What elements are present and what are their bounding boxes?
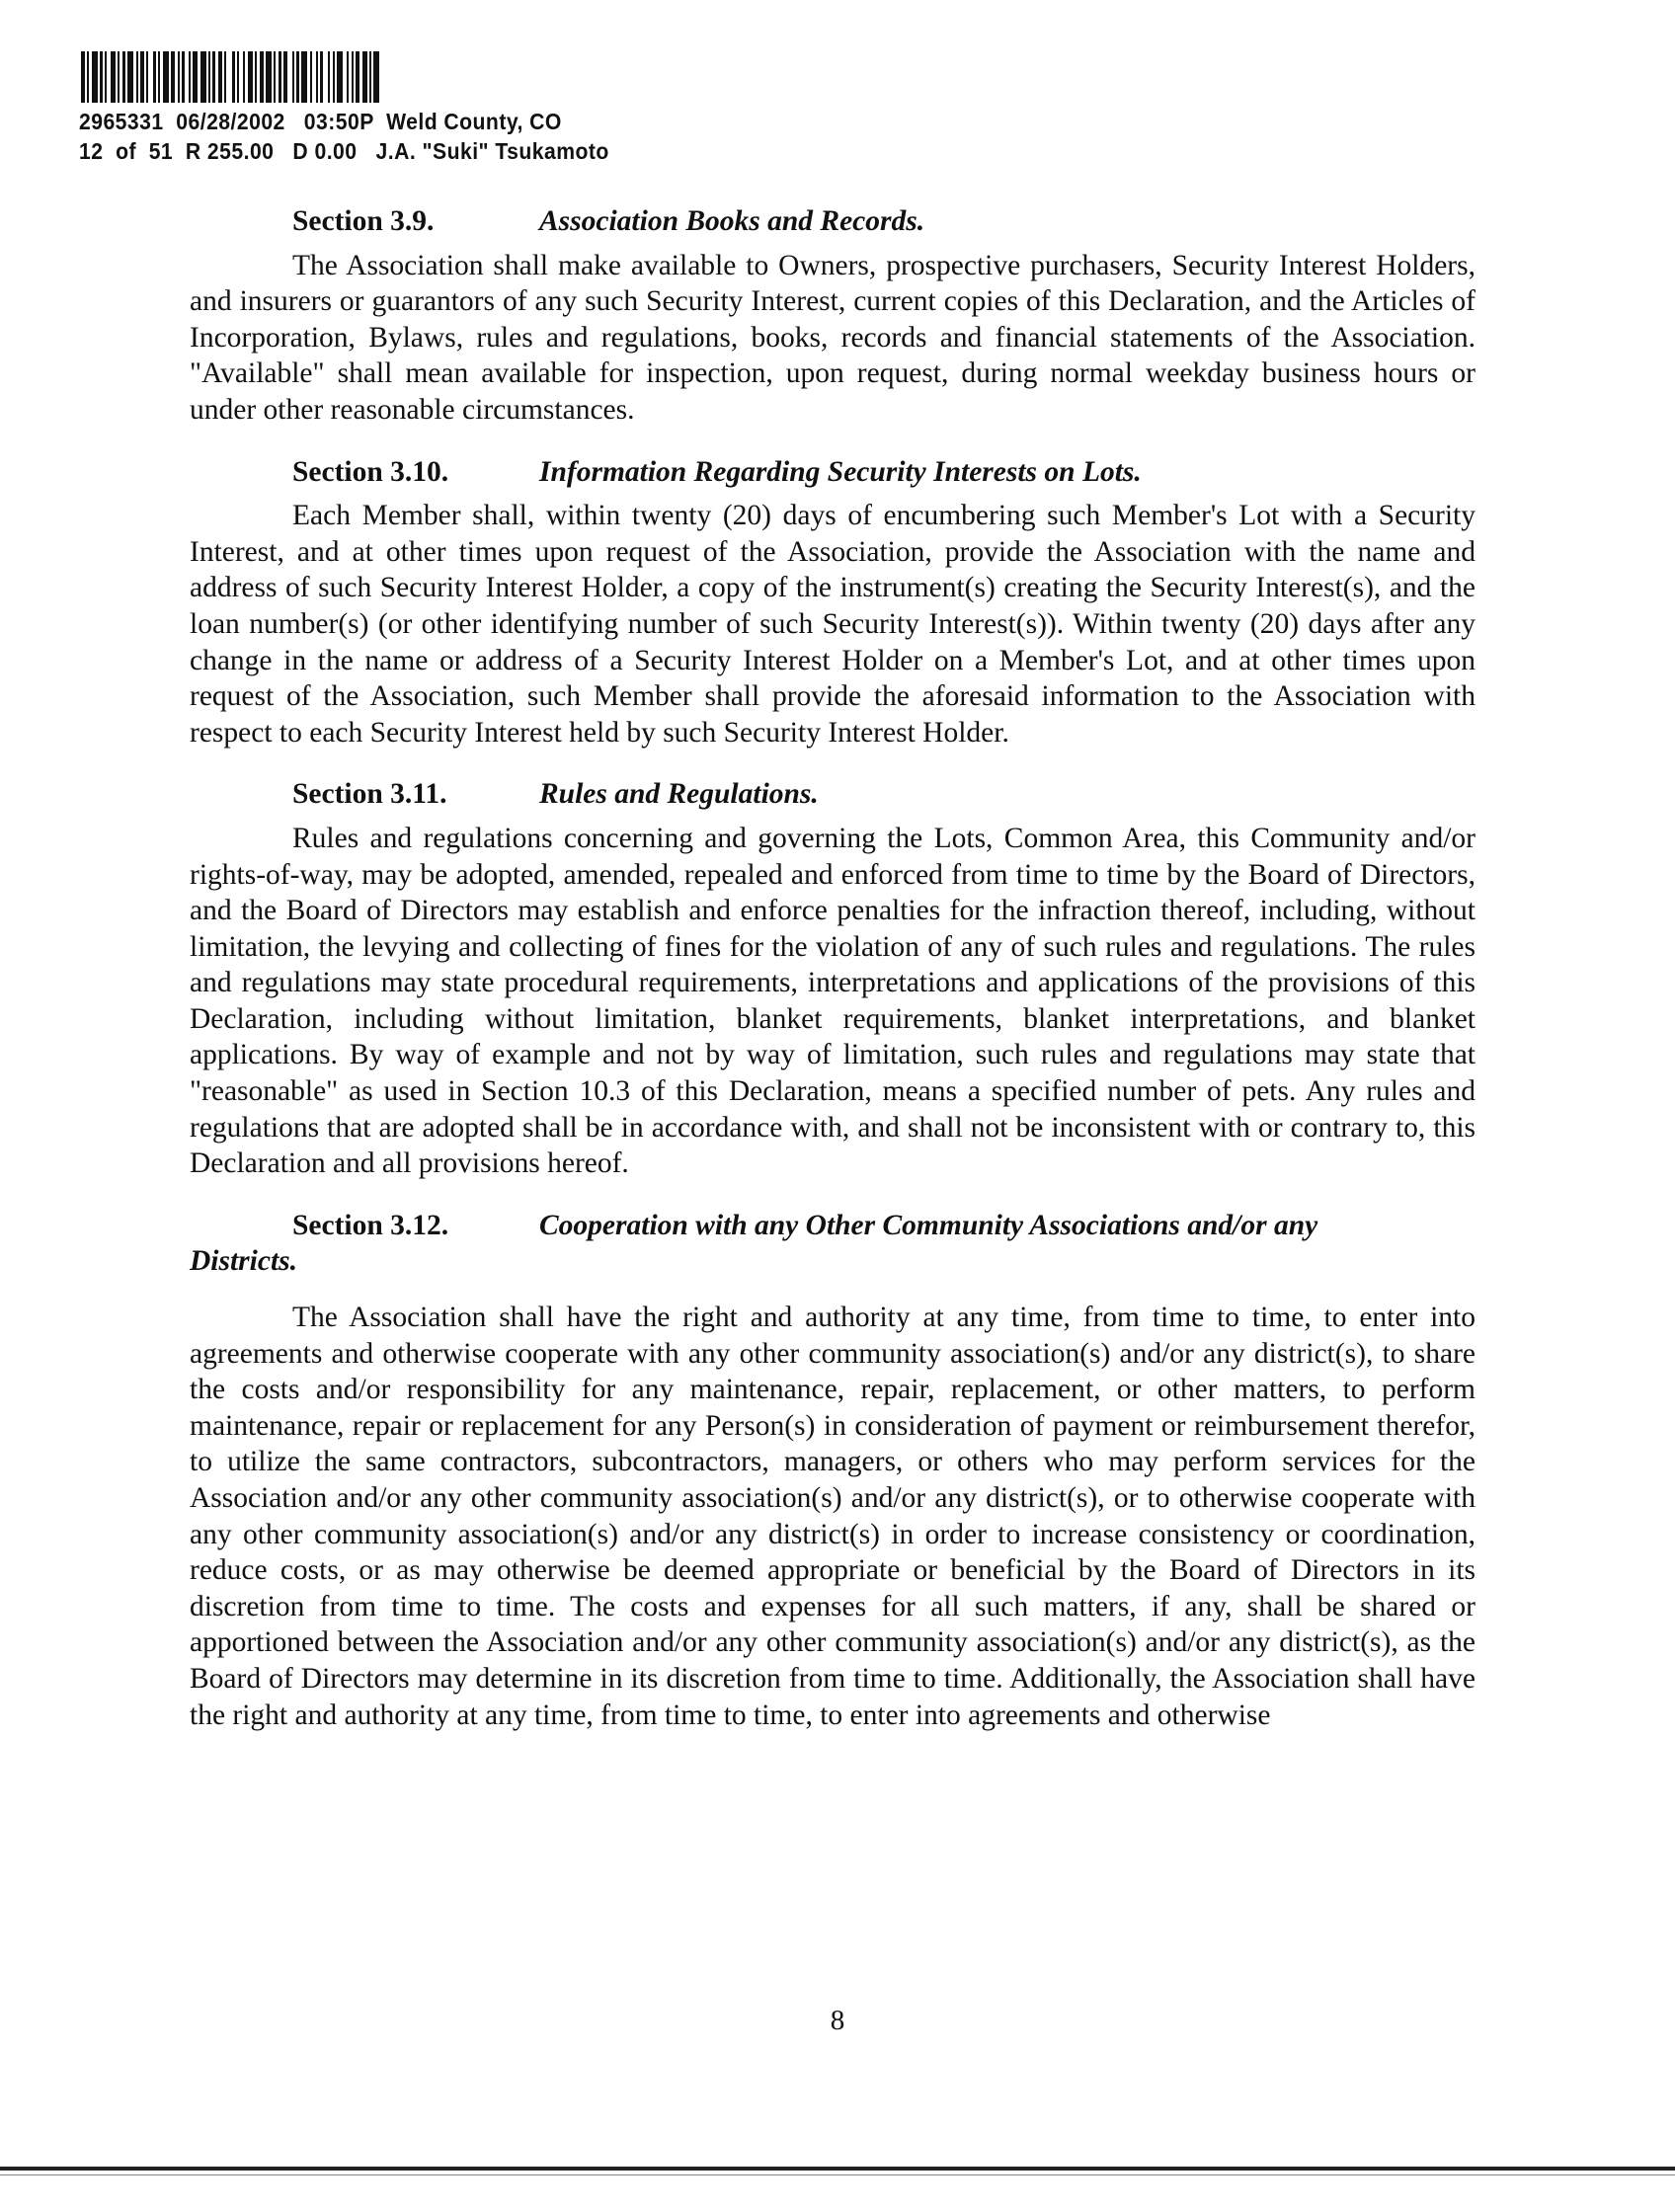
section-paragraph: The Association shall make available to Owners, prospective purchasers, Security Interest Holders, and insurers or guarantors of any such Security Interest, current copies of this Declaration, and the Articles of Incorporation, Bylaws, rules and regulations, books, records and financial statements of the Association. "Available" shall mean available for inspection, upon request, during normal weekday business hours or under other reasonable circumstances.: [190, 249, 1476, 426]
recording-stamp-line-1: 2965331 06/28/2002 03:50P Weld County, CO: [79, 109, 562, 134]
section-heading: [190, 776, 1476, 813]
section-number: Section 3.11.: [292, 778, 447, 811]
section-paragraph: Each Member shall, within twenty (20) days of encumbering such Member's Lot with a Security Interest, and at other times upon request of the Association, provide the Association with the name and address of such Security Interest Holder, a copy of the instrument(s) creating the Security Interest(s), and the loan number(s) (or other identifying number of such Security Interest(s)). Within twenty (20) days after any change in the name or address of a Security Interest Holder on a Member's Lot, and at other times upon request of the Association, such Member shall provide the aforesaid information to the Association with respect to each Security Interest held by such Security Interest Holder.: [190, 500, 1476, 749]
document-body: [190, 203, 1476, 1759]
section-title: Rules and Regulations.: [539, 778, 819, 811]
section-number: Section 3.9.: [292, 205, 435, 237]
page-number: 8: [830, 2005, 845, 2036]
section-heading: [190, 1208, 1476, 1280]
section-3-10: [190, 454, 1476, 751]
section-3-9: [190, 203, 1476, 429]
section-title-continued: Districts.: [190, 1245, 297, 1278]
section-heading: [190, 203, 1476, 240]
bottom-rule: [0, 2167, 1675, 2171]
recording-stamp-line-2: 12 of 51 R 255.00 D 0.00 J.A. "Suki" Tsukamoto: [79, 138, 609, 164]
section-paragraph: The Association shall have the right and authority at any time, from time to time, to enter into agreements and otherwise cooperate with any other community association(s) and/or any district(s), to share the costs and/or responsibility for any maintenance, repair, replacement, or other matters, to perform maintenance, repair or replacement for any Person(s) in consideration of payment or reimbursement therefor, to utilize the same contractors, subcontractors, managers, or others who may perform services for the Association and/or any other community association(s) and/or any district(s), or to otherwise cooperate with any other community association(s) and/or any district(s) in order to increase consistency or coordination, reduce costs, or as may otherwise be deemed appropriate or beneficial by the Board of Directors in its discretion from time to time. The costs and expenses for all such matters, if any, shall be shared or apportioned between the Association and/or any other community association(s) and/or any district(s), as the Board of Directors may determine in its discretion from time to time. Additionally, the Association shall have the right and authority at any time, from time to time, to enter into agreements and otherwise: [190, 1302, 1476, 1731]
section-number: Section 3.12.: [292, 1209, 449, 1241]
section-3-12: [190, 1208, 1476, 1733]
section-title: Association Books and Records.: [539, 205, 925, 237]
section-title: Information Regarding Security Interests on Lots.: [539, 455, 1142, 488]
section-3-11: [190, 776, 1476, 1182]
section-heading: [190, 454, 1476, 491]
recording-barcode: [81, 51, 762, 103]
bottom-rule-thin: [0, 2174, 1675, 2175]
section-paragraph: Rules and regulations concerning and governing the Lots, Common Area, this Community and/or rights-of-way, may be adopted, amended, repealed and enforced from time to time by the Board of Directors, and the Board of Directors may establish and enforce penalties for the infraction thereof, including, without limitation, the levying and collecting of fines for the violation of any of such rules and regulations. The rules and regulations may state procedural requirements, interpretations and applications of the provisions of this Declaration, including without limitation, blanket requirements, blanket interpretations, and blanket applications. By way of example and not by way of limitation, such rules and regulations may state that "reasonable" as used in Section 10.3 of this Declaration, means a specified number of pets. Any rules and regulations that are adopted shall be in accordance with, and shall not be inconsistent with or contrary to, this Declaration and all provisions hereof.: [190, 822, 1476, 1180]
section-number: Section 3.10.: [292, 455, 449, 488]
section-title: Cooperation with any Other Community Associations and/or any: [539, 1209, 1318, 1241]
